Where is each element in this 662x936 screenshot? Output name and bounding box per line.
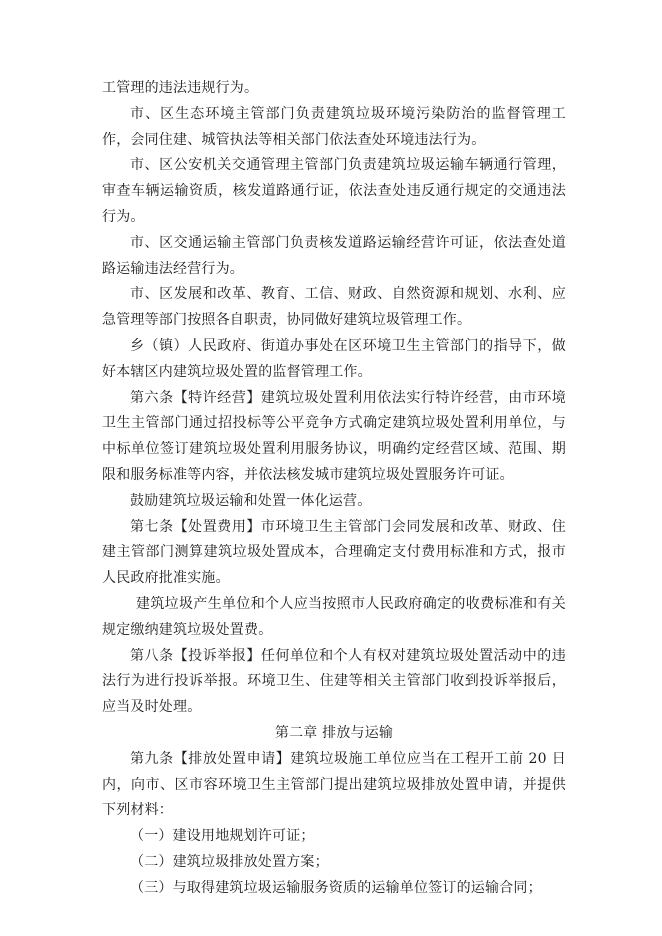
paragraph-continuation: 工管理的违法违规行为。 (102, 80, 259, 96)
list-item-1: （一）建设用地规划许可证； (130, 828, 315, 845)
chapter-title: 第二章 排放与运输 (274, 724, 394, 741)
list-item-3: （三）与取得建筑垃圾运输服务资质的运输单位签订的运输合同； (130, 879, 542, 896)
paragraph-traffic-police: 市、区公安机关交通管理主管部门负责建筑垃圾运输车辆通行管理，审查车辆运输资质，核发道路通行证，依法查处违反通行规定的交通违法行为。 (102, 157, 566, 225)
article-7: 第七条【处置费用】市环境卫生主管部门会同发展和改革、财政、住建主管部门测算建筑垃圾处置成本，合理确定支付费用标准和方式，报市人民政府批准实施。 (102, 518, 566, 587)
article-9: 第九条【排放处置申请】建筑垃圾施工单位应当在工程开工前 20 日内，向市、区市容环境卫生主管部门提出建筑垃圾排放处置申请，并提供下列材料： (102, 750, 566, 819)
paragraph-transport: 市、区交通运输主管部门负责核发道路运输经营许可证，依法查处道路运输违法经营行为。 (102, 234, 566, 277)
article-8: 第八条【投诉举报】任何单位和个人有权对建筑垃圾处置活动中的违法行为进行投诉举报。环境卫生、住建等相关主管部门收到投诉举报后，应当及时处理。 (102, 647, 566, 716)
list-item-2: （二）建筑垃圾排放处置方案； (130, 853, 329, 870)
paragraph-fee-payment: 建筑垃圾产生单位和个人应当按照市人民政府确定的收费标准和有关规定缴纳建筑垃圾处置费。 (102, 595, 566, 638)
paragraph-integration: 鼓励建筑垃圾运输和处置一体化运营。 (130, 492, 372, 509)
paragraph-other-departments: 市、区发展和改革、教育、工信、财政、自然资源和规划、水利、应急管理等部门按照各自职责，协同做好建筑垃圾管理工作。 (102, 286, 566, 329)
paragraph-eco-environment: 市、区生态环境主管部门负责建筑垃圾环境污染防治的监督管理工作，会同住建、城管执法等相关部门依法查处环境违法行为。 (102, 105, 566, 148)
paragraph-township: 乡（镇）人民政府、街道办事处在区环境卫生主管部门的指导下，做好本辖区内建筑垃圾处置的监督管理工作。 (102, 337, 566, 380)
article-6: 第六条【特许经营】建筑垃圾处置利用依法实行特许经营，由市环境卫生主管部门通过招投标等公平竞争方式确定建筑垃圾处置利用单位，与中标单位签订建筑垃圾处置利用服务协议，明确约定经营区域、范围、期限和服务标准等内容，并依法核发城市建筑垃圾处置服务许可证。 (102, 389, 566, 483)
